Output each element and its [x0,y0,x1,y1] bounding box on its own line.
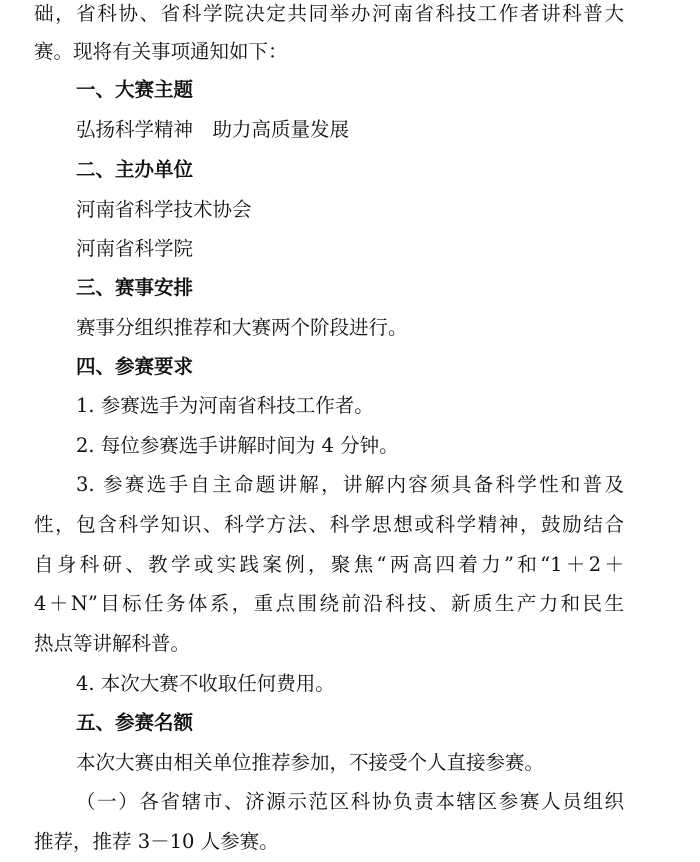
theme-text: 弘扬科学精神 助力高质量发展 [76,118,350,141]
section-heading-requirements: 四、参赛要求 [76,355,194,378]
requirement-item-3-line: 自身科研、教学或实践案例，聚焦“两高四着力”和“1＋2＋ [34,553,624,576]
quota-sub-item-line: 推荐，推荐 3－10 人参赛。 [34,830,279,853]
requirement-item-3-line: 性，包含科学知识、科学方法、科学思想或科学精神，鼓励结合 [34,513,624,536]
requirement-item-3-line: 热点等讲解科普。 [34,632,191,655]
intro-line-1: 础，省科协、省科学院决定共同举办河南省科技工作者讲科普大 [34,2,624,25]
intro-line-2: 赛。现将有关事项通知如下： [34,40,288,63]
requirement-item-3-line: 3. 参赛选手自主命题讲解，讲解内容须具备科学性和普及 [76,473,624,496]
organizer-item: 河南省科学技术协会 [76,198,252,221]
section-heading-theme: 一、大赛主题 [76,78,194,101]
quota-sub-item-line: （一）各省辖市、济源示范区科协负责本辖区参赛人员组织 [76,790,624,813]
section-heading-organizers: 二、主办单位 [76,158,194,181]
requirement-item-3-line: 4＋N”目标任务体系，重点围绕前沿科技、新质生产力和民生 [34,592,624,615]
section-heading-quota: 五、参赛名额 [76,711,194,734]
organizer-item: 河南省科学院 [76,237,194,260]
quota-text: 本次大赛由相关单位推荐参加，不接受个人直接参赛。 [76,751,545,774]
requirement-item-1: 1. 参赛选手为河南省科技工作者。 [76,394,374,417]
section-heading-schedule: 三、赛事安排 [76,276,194,299]
requirement-item-4: 4. 本次大赛不收取任何费用。 [76,672,335,695]
schedule-text: 赛事分组织推荐和大赛两个阶段进行。 [76,316,408,339]
requirement-item-2: 2. 每位参赛选手讲解时间为 4 分钟。 [76,434,399,457]
